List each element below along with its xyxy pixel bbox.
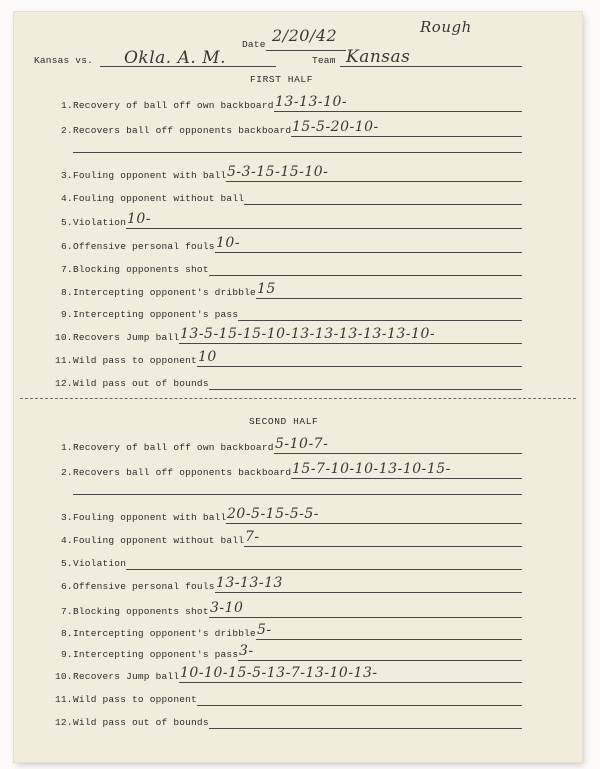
item-number: 5. [61, 558, 73, 569]
handwritten-note: Rough [420, 18, 472, 36]
blank-answer-line [73, 152, 522, 153]
opponent-underline [100, 66, 276, 67]
item-number: 9. [61, 309, 73, 320]
date-label: Date [242, 39, 266, 50]
item-label: Wild pass out of bounds [73, 378, 209, 389]
item-label: Recovery of ball off own backboard [73, 100, 274, 111]
item-number: 10. [55, 671, 73, 682]
item-number: 1. [61, 100, 73, 111]
answer-line [274, 111, 522, 112]
item-label: Offensive personal fouls [73, 581, 215, 592]
item-label: Violation [73, 217, 127, 228]
team-underline [340, 66, 522, 67]
tally-value: 5- [257, 622, 272, 638]
item-number: 4. [61, 535, 73, 546]
first-half-title: FIRST HALF [250, 74, 314, 85]
kansas-vs-label: Kansas vs. [34, 55, 94, 66]
item-number: 11. [55, 355, 73, 366]
answer-line [209, 275, 522, 276]
team-value: Kansas [346, 47, 411, 67]
item-label: Violation [73, 558, 127, 569]
answer-line [226, 523, 522, 524]
opponent-name: Okla. A. M. [124, 48, 227, 68]
section-divider [20, 398, 576, 399]
item-number: 3. [61, 170, 73, 181]
item-label: Wild pass to opponent [73, 355, 197, 366]
item-label: Intercepting opponent's pass [73, 649, 239, 660]
item-label: Blocking opponents shot [73, 606, 209, 617]
tally-value: 10- [216, 235, 241, 251]
item-label: Offensive personal fouls [73, 241, 215, 252]
answer-line [197, 705, 522, 706]
item-label: Intercepting opponent's dribble [73, 628, 256, 639]
item-label: Intercepting opponent's dribble [73, 287, 256, 298]
answer-line [179, 343, 522, 344]
team-label: Team [312, 55, 336, 66]
answer-line [215, 592, 522, 593]
item-label: Intercepting opponent's pass [73, 309, 239, 320]
item-label: Recovers ball off opponents backboard [73, 467, 292, 478]
item-number: 6. [61, 581, 73, 592]
item-number: 1. [61, 442, 73, 453]
answer-line [256, 298, 522, 299]
tally-value: 13-5-15-15-10-13-13-13-13-13-10- [180, 326, 436, 342]
tally-value: 10 [198, 349, 217, 365]
answer-line [226, 181, 522, 182]
tally-value: 20-5-15-5-5- [227, 506, 320, 522]
item-number: 10. [55, 332, 73, 343]
answer-line [209, 728, 522, 729]
item-number: 8. [61, 628, 73, 639]
answer-line [126, 228, 522, 229]
answer-line [238, 320, 522, 321]
blank-answer-line [73, 494, 522, 495]
second-half-title: SECOND HALF [249, 416, 319, 427]
item-label: Fouling opponent with ball [73, 170, 227, 181]
item-number: 2. [61, 125, 73, 136]
item-label: Blocking opponents shot [73, 264, 209, 275]
answer-line [238, 660, 522, 661]
date-value: 2/20/42 [272, 26, 338, 45]
item-label: Wild pass out of bounds [73, 717, 209, 728]
item-number: 12. [55, 717, 73, 728]
tally-value: 13-13-13 [216, 575, 283, 591]
item-number: 3. [61, 512, 73, 523]
tally-value: 15-5-20-10- [292, 119, 379, 135]
tally-value: 7- [245, 529, 260, 545]
tally-value: 3-10 [210, 600, 244, 616]
item-number: 6. [61, 241, 73, 252]
tally-value: 10-10-15-5-13-7-13-10-13- [180, 665, 378, 681]
item-number: 9. [61, 649, 73, 660]
answer-line [179, 682, 522, 683]
answer-line [256, 639, 522, 640]
tally-value: 5-10-7- [275, 436, 329, 452]
item-number: 7. [61, 264, 73, 275]
item-label: Recovers Jump ball [73, 671, 180, 682]
tally-value: 15-7-10-10-13-10-15- [292, 461, 451, 477]
item-number: 4. [61, 193, 73, 204]
item-number: 11. [55, 694, 73, 705]
tally-value: 5-3-15-15-10- [227, 164, 329, 180]
answer-line [291, 478, 522, 479]
item-number: 7. [61, 606, 73, 617]
tally-value: 13-13-10- [275, 94, 348, 110]
item-number: 5. [61, 217, 73, 228]
answer-line [244, 204, 522, 205]
answer-line [215, 252, 522, 253]
answer-line [291, 136, 522, 137]
answer-line [244, 546, 522, 547]
item-label: Recovers ball off opponents backboard [73, 125, 292, 136]
tally-value: 3- [239, 643, 254, 659]
answer-line [209, 389, 522, 390]
score-sheet-paper [14, 12, 582, 762]
item-number: 2. [61, 467, 73, 478]
date-underline [266, 50, 346, 51]
answer-line [209, 617, 522, 618]
item-label: Fouling opponent without ball [73, 193, 245, 204]
answer-line [126, 569, 522, 570]
item-label: Wild pass to opponent [73, 694, 197, 705]
tally-value: 10- [127, 211, 152, 227]
item-number: 12. [55, 378, 73, 389]
item-label: Fouling opponent without ball [73, 535, 245, 546]
item-label: Recovery of ball off own backboard [73, 442, 274, 453]
item-label: Fouling opponent with ball [73, 512, 227, 523]
answer-line [197, 366, 522, 367]
tally-value: 15 [257, 281, 276, 297]
item-number: 8. [61, 287, 73, 298]
answer-line [274, 453, 522, 454]
item-label: Recovers Jump ball [73, 332, 180, 343]
